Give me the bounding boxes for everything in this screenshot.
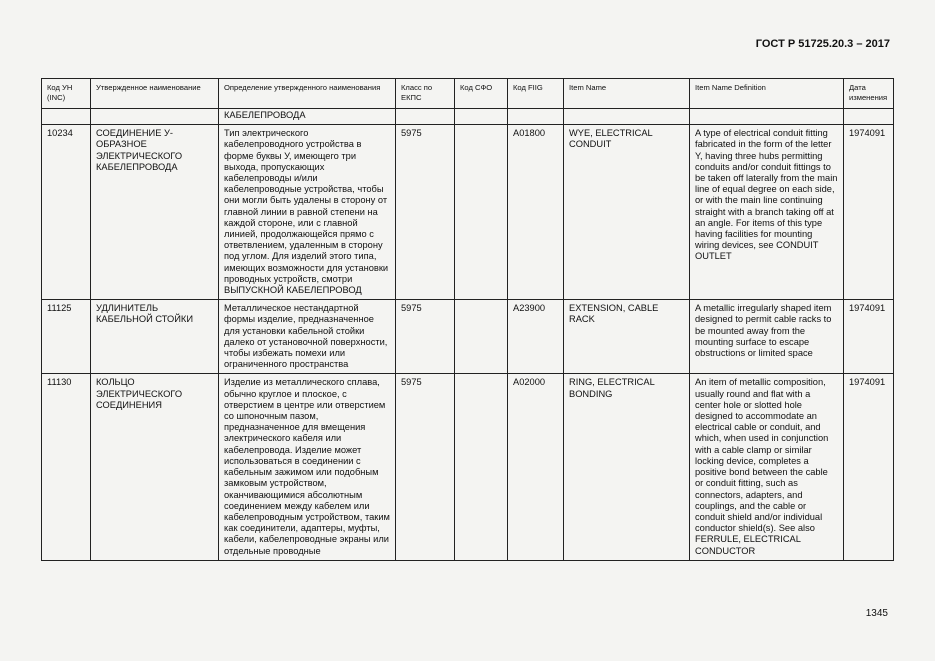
column-header-name: Утвержденное наименование <box>91 79 219 109</box>
column-header-fiig: Код FIIG <box>508 79 564 109</box>
continuation-row <box>42 109 894 125</box>
name-cell: СОЕДИНЕНИЕ У-ОБРАЗНОЕ ЭЛЕКТРИЧЕСКОГО КАБЕЛЕПРОВОДА <box>91 125 219 300</box>
column-header-item-definition: Item Name Definition <box>690 79 844 109</box>
ekps-cell: 5975 <box>396 125 455 300</box>
sfo-cell <box>455 374 508 560</box>
column-header-definition: Определение утвержденного наименования <box>219 79 396 109</box>
name-cell: УДЛИНИТЕЛЬ КАБЕЛЬНОЙ СТОЙКИ <box>91 300 219 374</box>
column-header-inc: Код УН (INC) <box>42 79 91 109</box>
item-definition-cell: A type of electrical conduit fitting fabricated in the form of the letter Y, having three hubs permitting conduits and/or conduit fittings to be taken off laterally from the main line of equal degree on each side, or with the main line continuing straight with a branch taking off at an angle. For items of this type having facilities for mounting wiring devices, see CONDUIT OUTLET <box>690 125 844 300</box>
catalog-table <box>41 78 894 561</box>
item-name-cell: WYE, ELECTRICAL CONDUIT <box>564 125 690 300</box>
table-row <box>42 125 894 300</box>
inc-cell: 11125 <box>42 300 91 374</box>
ekps-cell: 5975 <box>396 300 455 374</box>
date-cell: 1974091 <box>844 300 894 374</box>
fiig-cell: A02000 <box>508 374 564 560</box>
date-cell: 1974091 <box>844 125 894 300</box>
continuation-text: КАБЕЛЕПРОВОДА <box>219 109 396 125</box>
column-header-ekps: Класс по ЕКПС <box>396 79 455 109</box>
table-header-row <box>42 79 894 109</box>
date-cell: 1974091 <box>844 374 894 560</box>
column-header-sfo: Код СФО <box>455 79 508 109</box>
item-name-cell: RING, ELECTRICAL BONDING <box>564 374 690 560</box>
column-header-item-name: Item Name <box>564 79 690 109</box>
inc-cell: 10234 <box>42 125 91 300</box>
fiig-cell: A01800 <box>508 125 564 300</box>
column-header-date: Дата изменения <box>844 79 894 109</box>
page-number: 1345 <box>865 608 888 619</box>
definition-cell: Тип электрического кабелепроводного устройства в форме буквы У, имеющего три выхода, пропускающих кабелепроводы и/или кабелепроводные устройства, чтобы они могли быть удалены в сторону от главной линии в равной степени на каждой стороне, или с главной линией, продолжающейся прямо с ответвлением, удаленным в сторону под углом. Для изделий этого типа, имеющих возможности для установки проводных устройств, смотри ВЫПУСКНОЙ КАБЕЛЕПРОВОД <box>219 125 396 300</box>
item-definition-cell: A metallic irregularly shaped item designed to permit cable racks to be mounted away from the mounting surface to escape obstructions or limited space <box>690 300 844 374</box>
inc-cell: 11130 <box>42 374 91 560</box>
ekps-cell: 5975 <box>396 374 455 560</box>
table-row <box>42 374 894 560</box>
standard-designation: ГОСТ Р 51725.20.3 – 2017 <box>755 38 890 50</box>
sfo-cell <box>455 300 508 374</box>
table-row <box>42 300 894 374</box>
definition-cell: Металлическое нестандартной формы изделие, предназначенное для установки кабельной стойки далеко от установочной поверхности, чтобы избежать помехи или ограниченного пространства <box>219 300 396 374</box>
definition-cell: Изделие из металлического сплава, обычно круглое и плоское, с отверстием в центре или отверстием со шпоночным пазом, предназначенное для вмещения электрического кабеля или кабелепровода. Изделие может использоваться в соединении с кабельным зажимом или подобным замковым устройством, оканчивающимися абсолютным соединением между кабелем или кабелепроводным устройством, таким как соединители, адаптеры, муфты, кабели, кабелепроводные экраны или отдельные проводные <box>219 374 396 560</box>
item-name-cell: EXTENSION, CABLE RACK <box>564 300 690 374</box>
sfo-cell <box>455 125 508 300</box>
item-definition-cell: An item of metallic composition, usually round and flat with a center hole or slotted hole designed to accommodate an electrical cable or conduit, and which, when used in conjunction with a cable clamp or similar locking device, completes a positive bond between the cable or conduit fitting, such as connectors, adapters, and couplings, and the cable or conduit shield and/or individual conductor shield(s). See also FERRULE, ELECTRICAL CONDUCTOR <box>690 374 844 560</box>
fiig-cell: A23900 <box>508 300 564 374</box>
name-cell: КОЛЬЦО ЭЛЕКТРИЧЕСКОГО СОЕДИНЕНИЯ <box>91 374 219 560</box>
